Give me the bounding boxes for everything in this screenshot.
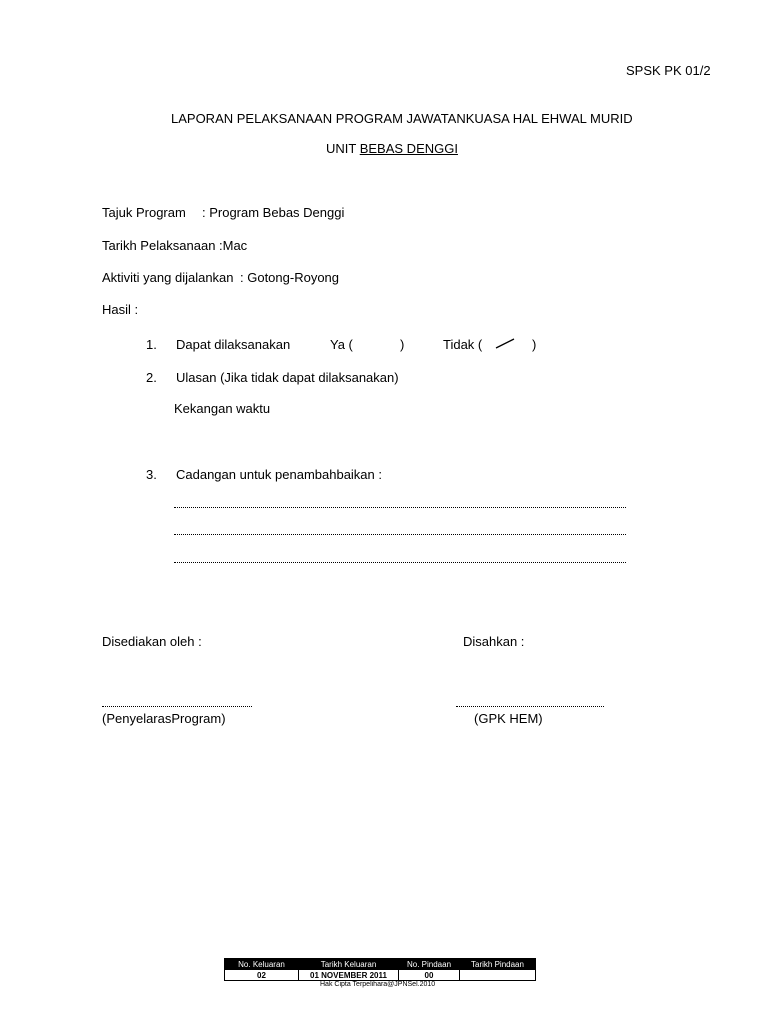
header-tarikh-keluaran: Tarikh Keluaran: [299, 959, 399, 970]
item3-number: 3.: [146, 467, 157, 482]
item2-label: Ulasan (Jika tidak dapat dilaksanakan): [176, 370, 399, 385]
header-no-keluaran: No. Keluaran: [225, 959, 299, 970]
aktiviti-label: Aktiviti yang dijalankan: [102, 270, 234, 285]
value-no-pindaan: 00: [399, 970, 460, 981]
hasil-label: Hasil :: [102, 302, 139, 317]
suggestion-line-1[interactable]: [174, 507, 626, 508]
tarikh-value: :Mac: [219, 238, 248, 253]
unit-name: BEBAS DENGGI: [359, 141, 458, 156]
prepared-signature-line[interactable]: [102, 706, 252, 707]
tidak-check-mark: [494, 336, 518, 352]
prepared-by-label: Disediakan oleh :: [102, 634, 202, 649]
copyright-text: Hak Cipta Terpelihara@JPNSel.2010: [320, 981, 436, 988]
tajuk-value: : Program Bebas Denggi: [202, 205, 345, 220]
tidak-checkbox-close: ): [532, 337, 537, 352]
document-code: SPSK PK 01/2: [626, 63, 711, 78]
tidak-checkbox-open: Tidak (: [443, 337, 483, 352]
aktiviti-value: : Gotong-Royong: [240, 270, 340, 285]
approved-role: (GPK HEM): [474, 711, 543, 726]
value-no-keluaran: 02: [225, 970, 299, 981]
suggestion-line-3[interactable]: [174, 562, 626, 563]
tarikh-label: Tarikh Pelaksanaan: [102, 238, 216, 253]
header-no-pindaan: No. Pindaan: [399, 959, 460, 970]
value-tarikh-keluaran: 01 NOVEMBER 2011: [299, 970, 399, 981]
item2-answer: Kekangan waktu: [174, 401, 271, 416]
ya-checkbox-open: Ya (: [330, 337, 353, 352]
ya-checkbox-close: ): [400, 337, 405, 352]
document-title: LAPORAN PELAKSANAAN PROGRAM JAWATANKUASA HAL EHWAL MURID: [171, 111, 633, 126]
suggestion-line-2[interactable]: [174, 534, 626, 535]
item1-number: 1.: [146, 337, 157, 352]
item2-number: 2.: [146, 370, 157, 385]
value-tarikh-pindaan: [460, 970, 536, 981]
prepared-role: (PenyelarasProgram): [102, 711, 226, 726]
unit-prefix: UNIT: [326, 141, 360, 156]
unit-heading: [326, 142, 458, 155]
header-tarikh-pindaan: Tarikh Pindaan: [460, 959, 536, 970]
approved-signature-line[interactable]: [456, 706, 604, 707]
approved-by-label: Disahkan :: [463, 634, 525, 649]
item1-label: Dapat dilaksanakan: [176, 337, 291, 352]
tajuk-label: Tajuk Program: [102, 205, 186, 220]
item3-label: Cadangan untuk penambahbaikan :: [176, 467, 382, 482]
document-control-table: [224, 958, 536, 981]
